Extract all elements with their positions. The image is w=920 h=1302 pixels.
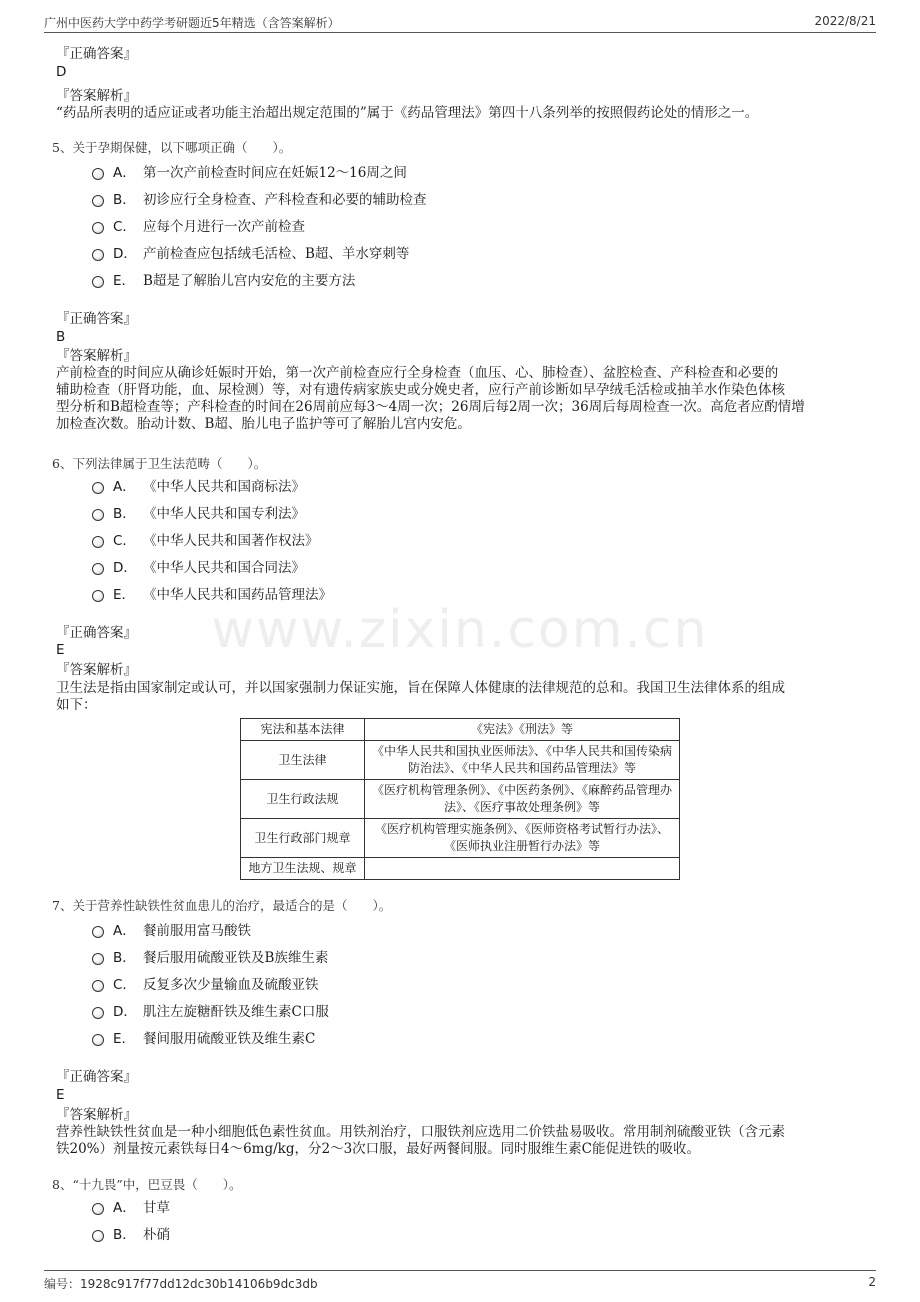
page-header [44, 10, 876, 33]
analysis-label: 『答案解析』 [56, 662, 137, 678]
radio-icon[interactable] [92, 222, 104, 234]
option-c[interactable]: C． 《中华人民共和国著作权法》 [92, 529, 319, 549]
option-e[interactable]: E． 《中华人民共和国药品管理法》 [92, 583, 332, 603]
correct-answer: B [56, 329, 66, 345]
correct-answer-label: 『正确答案』 [56, 1069, 137, 1085]
table-cell: 卫生行政部门规章 [241, 819, 365, 858]
correct-answer-label: 『正确答案』 [56, 46, 137, 62]
table-cell: 卫生法律 [241, 741, 365, 780]
radio-icon[interactable] [92, 482, 104, 494]
correct-answer: E [56, 642, 65, 658]
question-5: 5、关于孕期保健，以下哪项正确（ ）。 [52, 140, 292, 155]
radio-icon[interactable] [92, 980, 104, 992]
option-e[interactable]: E． 餐间服用硫酸亚铁及维生素C [92, 1027, 315, 1047]
health-law-table [240, 718, 680, 880]
correct-answer-label: 『正确答案』 [56, 311, 137, 327]
table-row [241, 780, 680, 819]
radio-icon[interactable] [92, 1034, 104, 1046]
analysis-text: “药品所表明的适应证或者功能主治超出规定范围的”属于《药品管理法》第四十八条列举的按照假药论处的情形之一。 [56, 105, 759, 121]
radio-icon[interactable] [92, 276, 104, 288]
radio-icon[interactable] [92, 590, 104, 602]
page-footer [44, 1270, 876, 1293]
document-code: 编号：1928c917f77dd12dc30b14106b9dc3db [44, 1277, 318, 1291]
option-a[interactable]: A． 餐前服用富马酸铁 [92, 919, 251, 939]
option-a[interactable]: A． 《中华人民共和国商标法》 [92, 475, 305, 495]
table-row [241, 858, 680, 880]
option-d[interactable]: D． 产前检查应包括绒毛活检、B超、羊水穿刺等 [92, 242, 409, 262]
table-cell: 《医疗机构管理条例》、《中医药条例》、《麻醉药品管理办法》、《医疗事故处理条例》等 [365, 780, 680, 819]
correct-answer-label: 『正确答案』 [56, 625, 137, 641]
radio-icon[interactable] [92, 563, 104, 575]
table-row [241, 719, 680, 741]
question-7: 7、关于营养性缺铁性贫血患儿的治疗，最适合的是（ ）。 [52, 898, 392, 913]
document-title: 广州中医药大学中药学考研题近5年精选（含答案解析） [44, 16, 340, 30]
table-cell: 地方卫生法规、规章 [241, 858, 365, 880]
correct-answer: E [56, 1087, 65, 1103]
radio-icon[interactable] [92, 509, 104, 521]
option-b[interactable]: B． 朴硝 [92, 1223, 170, 1243]
analysis-text: 产前检查的时间应从确诊妊娠时开始，第一次产前检查应行全身检查（血压、心、肺检查）、盆腔检查、产科检查和必要的 辅助检查（肝肾功能，血、尿检测）等，对有遗传病家族史或分娩史者，应行产前诊断如早孕绒毛活检或抽羊水作染色体核 型分析和B超检查等；产科检查的时间在26周前应每3～4周一次；26周后每2周一次；36周后每周检查一次。高危者应酌情增 加检查次数。胎动计数、B超、胎儿电子监护等可了解胎儿宫内安危。 [56, 365, 805, 432]
option-a[interactable]: A． 第一次产前检查时间应在妊娠12～16周之间 [92, 161, 407, 181]
option-b[interactable]: B． 初诊应行全身检查、产科检查和必要的辅助检查 [92, 188, 427, 208]
header-date: 2022/8/21 [814, 14, 876, 28]
radio-icon[interactable] [92, 249, 104, 261]
radio-icon[interactable] [92, 926, 104, 938]
option-c[interactable]: C． 反复多次少量输血及硫酸亚铁 [92, 973, 319, 993]
analysis-text: 营养性缺铁性贫血是一种小细胞低色素性贫血。用铁剂治疗，口服铁剂应选用二价铁盐易吸收。常用制剂硫酸亚铁（含元素 铁20%）剂量按元素铁每日4～6mg/kg，分2～3次口服，最好两餐间服。同时服维生素C能促进铁的吸收。 [56, 1124, 785, 1157]
table-cell: 《宪法》《刑法》等 [365, 719, 680, 741]
option-a[interactable]: A． 甘草 [92, 1196, 170, 1216]
analysis-text: 卫生法是指由国家制定或认可，并以国家强制力保证实施，旨在保障人体健康的法律规范的总和。我国卫生法律体系的组成 如下： [56, 680, 785, 713]
radio-icon[interactable] [92, 195, 104, 207]
analysis-label: 『答案解析』 [56, 88, 137, 104]
option-c[interactable]: C． 应每个月进行一次产前检查 [92, 215, 305, 235]
table-cell: 卫生行政法规 [241, 780, 365, 819]
table-row [241, 741, 680, 780]
option-b[interactable]: B． 餐后服用硫酸亚铁及B族维生素 [92, 946, 328, 966]
table-cell: 宪法和基本法律 [241, 719, 365, 741]
option-d[interactable]: D． 肌注左旋糖酐铁及维生素C口服 [92, 1000, 329, 1020]
table-cell: 《中华人民共和国执业医师法》、《中华人民共和国传染病防治法》、《中华人民共和国药品管理法》等 [365, 741, 680, 780]
question-8: 8、“十九畏”中，巴豆畏（ ）。 [52, 1177, 242, 1192]
page-number: 2 [868, 1275, 876, 1289]
radio-icon[interactable] [92, 1007, 104, 1019]
table-cell [365, 858, 680, 880]
option-b[interactable]: B． 《中华人民共和国专利法》 [92, 502, 305, 522]
radio-icon[interactable] [92, 536, 104, 548]
radio-icon[interactable] [92, 168, 104, 180]
table-cell: 《医疗机构管理实施条例》、《医师资格考试暂行办法》、《医师执业注册暂行办法》等 [365, 819, 680, 858]
question-6: 6、下列法律属于卫生法范畴（ ）。 [52, 456, 267, 471]
table-row [241, 819, 680, 858]
analysis-label: 『答案解析』 [56, 348, 137, 364]
correct-answer: D [56, 64, 67, 80]
radio-icon[interactable] [92, 953, 104, 965]
radio-icon[interactable] [92, 1230, 104, 1242]
option-e[interactable]: E． B超是了解胎儿宫内安危的主要方法 [92, 269, 355, 289]
option-d[interactable]: D． 《中华人民共和国合同法》 [92, 556, 305, 576]
watermark: www.zixin.com.cn [211, 600, 709, 660]
radio-icon[interactable] [92, 1203, 104, 1215]
analysis-label: 『答案解析』 [56, 1107, 137, 1123]
